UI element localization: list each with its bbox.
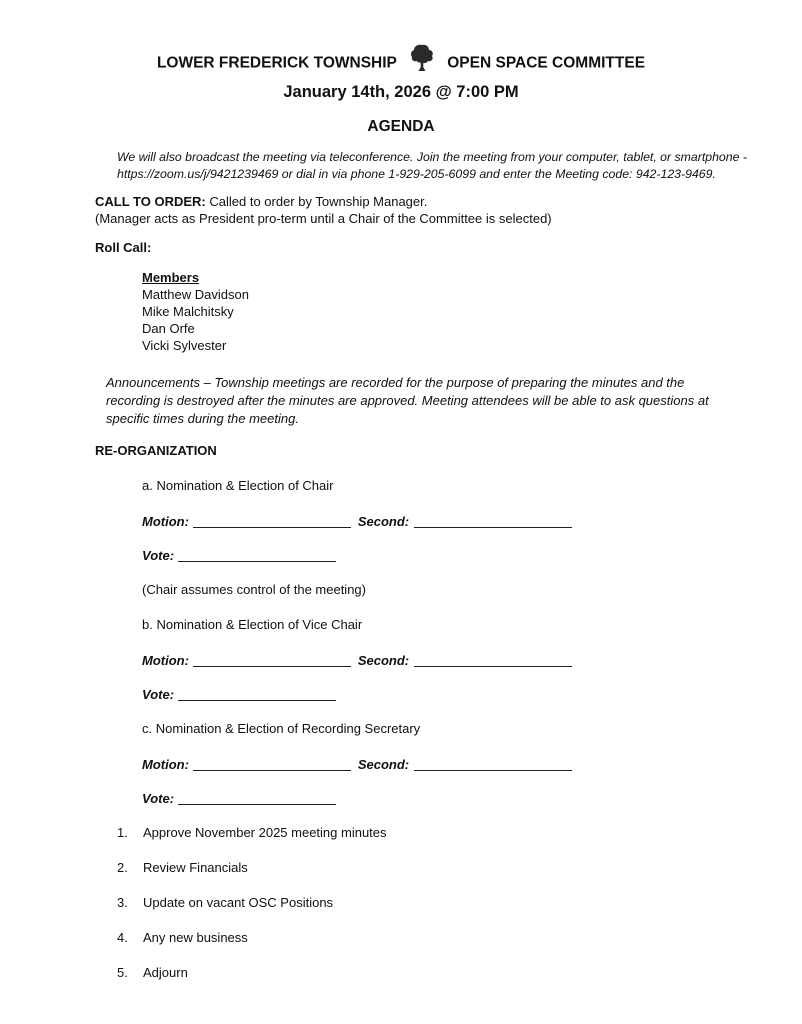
page-title: AGENDA: [367, 118, 435, 135]
committee-name: OPEN SPACE COMMITTEE: [447, 54, 646, 72]
motion-label: Motion:: [142, 653, 189, 668]
agenda-item-number: 4.: [117, 930, 128, 945]
motion-label: Motion:: [142, 757, 189, 772]
agenda-item-number: 5.: [117, 965, 128, 980]
document-header: [0, 46, 802, 81]
teleconference-line-2: https://zoom.us/j/9421239469 or dial in via phone 1-929-205-6099 and enter the Meeting code: 942-123-9469.: [117, 167, 716, 181]
vote-blank: [178, 560, 336, 562]
agenda-item-number: 2.: [117, 860, 128, 875]
vote-label: Vote:: [142, 548, 175, 563]
agenda-item-text: Any new business: [143, 930, 248, 945]
motion-blank: [193, 526, 351, 528]
member-name: Vicki Sylvester: [142, 338, 227, 353]
vote-row: [142, 686, 336, 704]
call-to-order-text: Called to order by Township Manager.: [205, 194, 428, 209]
announcements-line-1: Announcements – Township meetings are recorded for the purpose of preparing the minutes and the: [106, 375, 685, 390]
member-name: Matthew Davidson: [142, 287, 249, 302]
meeting-date-time: January 14th, 2026 @ 7:00 PM: [283, 83, 519, 101]
agenda-item: [117, 930, 248, 945]
call-to-order-label: CALL TO ORDER:: [95, 194, 206, 209]
members-heading: Members: [142, 270, 200, 285]
reorg-item-chair: a. Nomination & Election of Chair: [142, 478, 334, 493]
township-name: LOWER FREDERICK TOWNSHIP: [156, 54, 397, 72]
second-blank: [414, 665, 572, 667]
motion-blank: [193, 769, 351, 771]
member-name: Mike Malchitsky: [142, 304, 234, 319]
chair-note: (Chair assumes control of the meeting): [142, 582, 366, 597]
second-label: Second:: [357, 653, 410, 668]
agenda-item-text: Update on vacant OSC Positions: [143, 895, 334, 910]
vote-blank: [178, 803, 336, 805]
agenda-item: [117, 965, 188, 980]
vote-blank: [178, 699, 336, 701]
reorganization-heading: RE-ORGANIZATION: [95, 443, 217, 458]
agenda-item: [117, 825, 387, 840]
vote-label: Vote:: [142, 687, 175, 702]
teleconference-line-1: We will also broadcast the meeting via teleconference. Join the meeting from your computer, tablet, or smartphone -: [117, 150, 747, 164]
announcements-line-2: recording is destroyed after the minutes are approved. Meeting attendees will be able to ask questions at: [106, 393, 709, 408]
reorg-item-vice-chair: b. Nomination & Election of Vice Chair: [142, 617, 363, 632]
agenda-item-text: Approve November 2025 meeting minutes: [143, 825, 387, 840]
roll-call-label: Roll Call:: [95, 240, 152, 255]
vote-row: [142, 547, 336, 565]
motion-second-row: [142, 652, 572, 670]
agenda-item-text: Review Financials: [143, 860, 248, 875]
motion-second-row: [142, 756, 572, 774]
member-name: Dan Orfe: [142, 321, 195, 336]
reorg-item-recording-secretary: c. Nomination & Election of Recording Secretary: [142, 721, 421, 736]
motion-label: Motion:: [142, 514, 189, 529]
agenda-item: [117, 895, 333, 910]
vote-row: [142, 790, 336, 808]
call-to-order-note: (Manager acts as President pro-term until a Chair of the Committee is selected): [95, 211, 552, 226]
announcements-line-3: specific times during the meeting.: [106, 411, 299, 426]
tree-icon: [409, 43, 435, 78]
motion-blank: [193, 665, 351, 667]
motion-second-row: [142, 513, 572, 531]
agenda-item-text: Adjourn: [143, 965, 188, 980]
vote-label: Vote:: [142, 791, 175, 806]
agenda-item-number: 1.: [117, 825, 128, 840]
second-blank: [414, 769, 572, 771]
second-label: Second:: [357, 757, 410, 772]
agenda-item-number: 3.: [117, 895, 128, 910]
call-to-order: [95, 194, 427, 209]
agenda-item: [117, 860, 248, 875]
second-label: Second:: [357, 514, 410, 529]
second-blank: [414, 526, 572, 528]
